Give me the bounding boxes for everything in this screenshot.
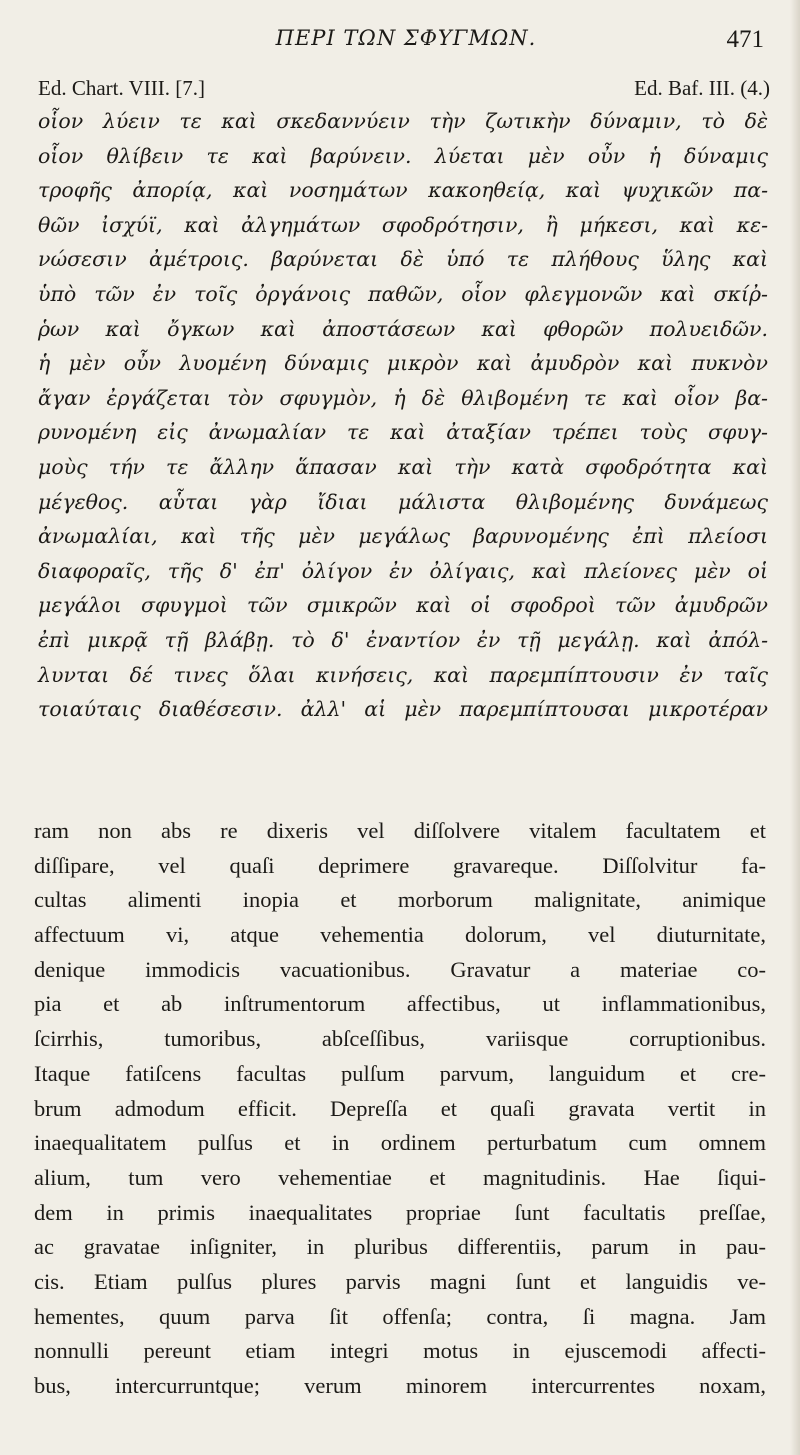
greek-line: διαφοραῖς, τῆς δ' ἐπ' ὀλίγον ἐν ὀλίγαις, καὶ πλείονες μὲν οἱ <box>38 558 768 583</box>
running-head <box>40 26 772 56</box>
greek-line: ἐπὶ μικρᾷ τῇ βλάβῃ. τὸ δ' ἐναντίον ἐν τῇ μεγάλῃ. καὶ ἀπόλ- <box>38 627 768 652</box>
greek-line: οἷον θλίβειν τε καὶ βαρύνειν. λύεται μὲν οὖν ἡ δύναμις <box>38 143 768 168</box>
latin-line: ram non abs re dixeris vel diſſolvere vitalem facultatem et <box>34 818 766 843</box>
page-edge-shadow <box>790 0 800 1455</box>
latin-line: brum admodum efficit. Depreſſa et quaſi gravata vertit in <box>34 1095 766 1121</box>
greek-line: τοιαύταις διαθέσεσιν. ἀλλ' αἱ μὲν παρεμπίπτουσαι μικροτέραν <box>38 697 768 722</box>
greek-line: ἀνωμαλίαι, καὶ τῆς μὲν μεγάλως βαρυνομένης ἐπὶ πλείοσι <box>38 524 768 549</box>
latin-line: affectuum vi, atque vehementia dolorum, vel diuturnitate, <box>34 922 766 948</box>
edition-reference-chartier: Ed. Chart. VIII. [7.] <box>38 76 205 100</box>
latin-line: cultas alimenti inopia et morborum malignitate, animique <box>34 887 766 913</box>
edition-references <box>38 76 770 102</box>
latin-line: pia et ab inſtrumentorum affectibus, ut inflammationibus, <box>34 991 766 1017</box>
latin-line: diſſipare, vel quaſi deprimere gravareque. Diſſolvitur fa- <box>34 852 766 878</box>
edition-reference-basel: Ed. Baf. III. (4.) <box>634 76 770 100</box>
greek-line: οἷον λύειν τε καὶ σκεδαννύειν τὴν ζωτικὴν δύναμιν, τὸ δὲ <box>38 109 768 133</box>
greek-line: ῥων καὶ ὄγκων καὶ ἀποστάσεων καὶ φθορῶν πολυειδῶν. <box>38 316 768 341</box>
greek-line: μεγάλοι σφυγμοὶ τῶν σμικρῶν καὶ οἱ σφοδροὶ τῶν ἀμυδρῶν <box>38 593 768 618</box>
latin-line: nonnulli pereunt etiam integri motus in ejuscemodi affecti- <box>34 1338 766 1364</box>
running-title: ΠΕΡΙ ΤΩΝ ΣΦΥΓΜΩΝ. <box>275 26 537 50</box>
greek-line: θῶν ἰσχύϊ, καὶ ἀλγημάτων σφοδρότησιν, ἢ μήκεσι, καὶ κε- <box>38 212 768 237</box>
latin-line: ſcirrhis, tumoribus, abſceſſibus, variisque corruptionibus. <box>34 1026 766 1052</box>
latin-line: ac gravatae inſigniter, in pluribus differentiis, parum in pau- <box>34 1234 766 1260</box>
greek-line: ἡ μὲν οὖν λυομένη δύναμις μικρὸν καὶ ἀμυδρὸν καὶ πυκνὸν <box>38 351 768 376</box>
latin-line: inaequalitatem pulſus et in ordinem perturbatum cum omnem <box>34 1130 766 1156</box>
greek-line: τροφῆς ἀπορίᾳ, καὶ νοσημάτων κακοηθείᾳ, καὶ ψυχικῶν πα- <box>38 178 768 203</box>
latin-line: hementes, quum parva ſit offenſa; contra, ſi magna. Jam <box>34 1303 766 1329</box>
greek-line: ὑπὸ τῶν ἐν τοῖς ὀργάνοις παθῶν, οἷον φλεγμονῶν καὶ σκίῤ- <box>38 281 768 306</box>
greek-line: νώσεσιν ἀμέτροις. βαρύνεται δὲ ὑπό τε πλήθους ὕλης καὶ <box>38 247 768 272</box>
latin-line: alium, tum vero vehementiae et magnitudinis. Hae ſiqui- <box>34 1164 766 1190</box>
page-number: 471 <box>726 26 764 53</box>
latin-line: Itaque fatiſcens facultas pulſum parvum, languidum et cre- <box>34 1060 766 1086</box>
latin-line: dem in primis inaequalitates propriae ſunt facultatis preſſae, <box>34 1199 766 1225</box>
latin-line: denique immodicis vacuationibus. Gravatur a materiae co- <box>34 956 766 982</box>
greek-line: μοὺς τήν τε ἄλλην ἅπασαν καὶ τὴν κατὰ σφοδρότητα καὶ <box>38 454 768 479</box>
latin-text-block <box>34 814 766 1404</box>
greek-line: λυνται δέ τινες ὅλαι κινήσεις, καὶ παρεμπίπτουσιν ἐν ταῖς <box>38 662 768 687</box>
greek-line: ρυνομένη εἰς ἀνωμαλίαν τε καὶ ἀταξίαν τρέπει τοὺς σφυγ- <box>38 420 768 445</box>
greek-line: μέγεθος. αὗται γὰρ ἴδιαι μάλιστα θλιβομένης δυνάμεως <box>38 489 768 514</box>
latin-line: bus, intercurruntque; verum minorem intercurrentes noxam, <box>34 1373 766 1398</box>
greek-text-block <box>38 104 768 727</box>
latin-line: cis. Etiam pulſus plures parvis magni ſunt et languidis ve- <box>34 1268 766 1294</box>
greek-line: ἄγαν ἐργάζεται τὸν σφυγμὸν, ἡ δὲ θλιβομένη τε καὶ οἷον βα- <box>38 385 768 410</box>
